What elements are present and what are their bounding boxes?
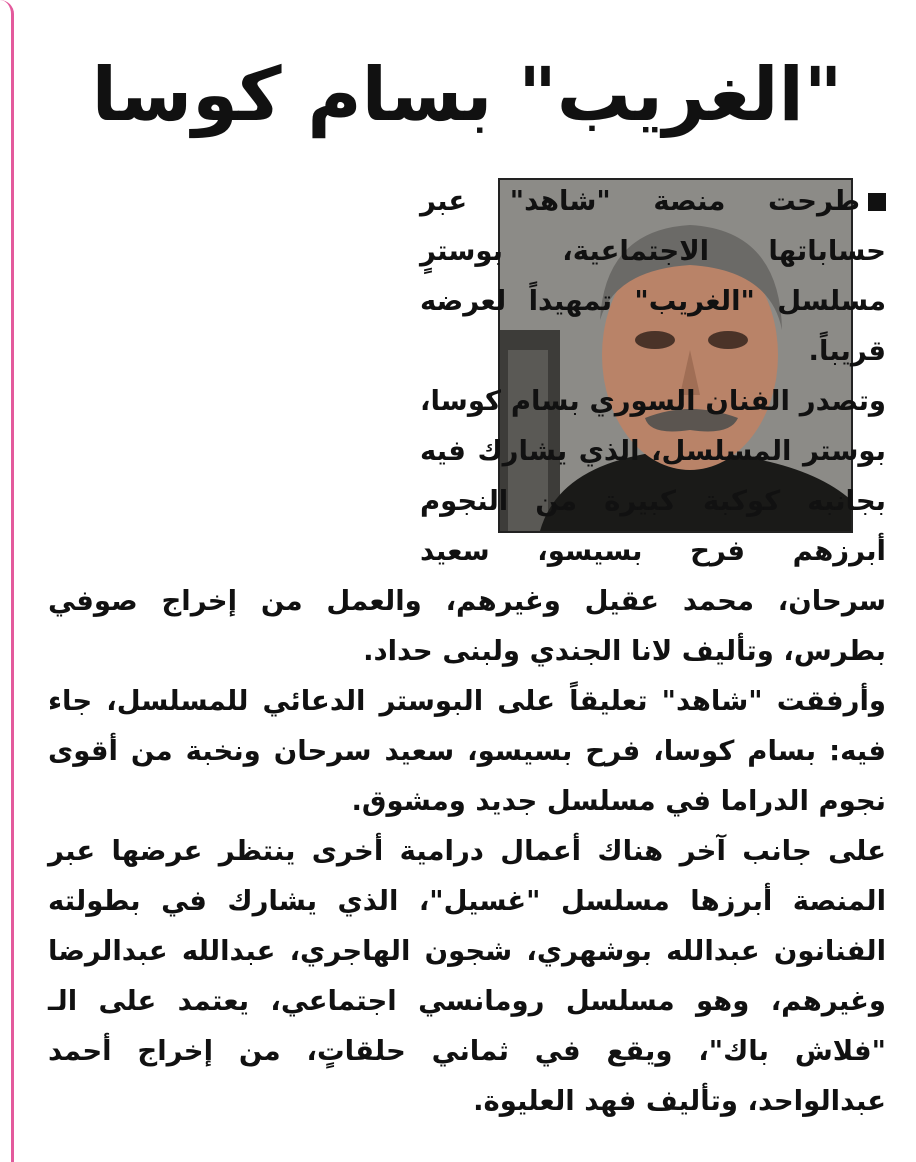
- bullet-square-icon: [868, 193, 886, 211]
- article-paragraph-4: على جانب آخر هناك أعمال درامية أخرى ينتظر عرضها عبر المنصة أبرزها مسلسل "غسيل"، الذي يشارك في بطولته الفنانون عبدالله بوشهري، شجون الهاجري، عبدالله عبدالرضا وغيرهم، وهو مسلسل رومانسي اجتماعي، يعتمد على الـ "فلاش باك"، ويقع في ثماني حلقاتٍ، من إخراج أحمد عبدالواحد، وتأليف فهد العليوة.: [48, 835, 886, 1117]
- article: [48, 0, 886, 1162]
- article-headline: "الغريب" بسام كوسا: [91, 52, 843, 138]
- photo-wrap-space: [48, 176, 420, 554]
- article-paragraph-2: وتصدر الفنان السوري بسام كوسا، بوستر المسلسل، الذي يشارك فيه بجانبه كوكبة كبيرة من النجوم أبرزهم فرح بسيسو، سعيد سرحان، محمد عقيل وغيرهم، والعمل من إخراج صوفي بطرس، وتأليف لانا الجندي ولبنى حداد.: [48, 385, 886, 667]
- paragraph-1-text: طرحت منصة "شاهد" عبر حساباتها الاجتماعية، بوسترٍ مسلسل "الغريب" تمهيداً لعرضه قريباً.: [420, 185, 886, 367]
- page-frame-border: [0, 0, 14, 1162]
- article-body: [48, 176, 886, 1126]
- article-paragraph-3: وأرفقت "شاهد" تعليقاً على البوستر الدعائي للمسلسل، جاء فيه: بسام كوسا، فرح بسيسو، سعيد سرحان ونخبة من أقوى نجوم الدراما في مسلسل جديد ومشوق.: [48, 685, 886, 817]
